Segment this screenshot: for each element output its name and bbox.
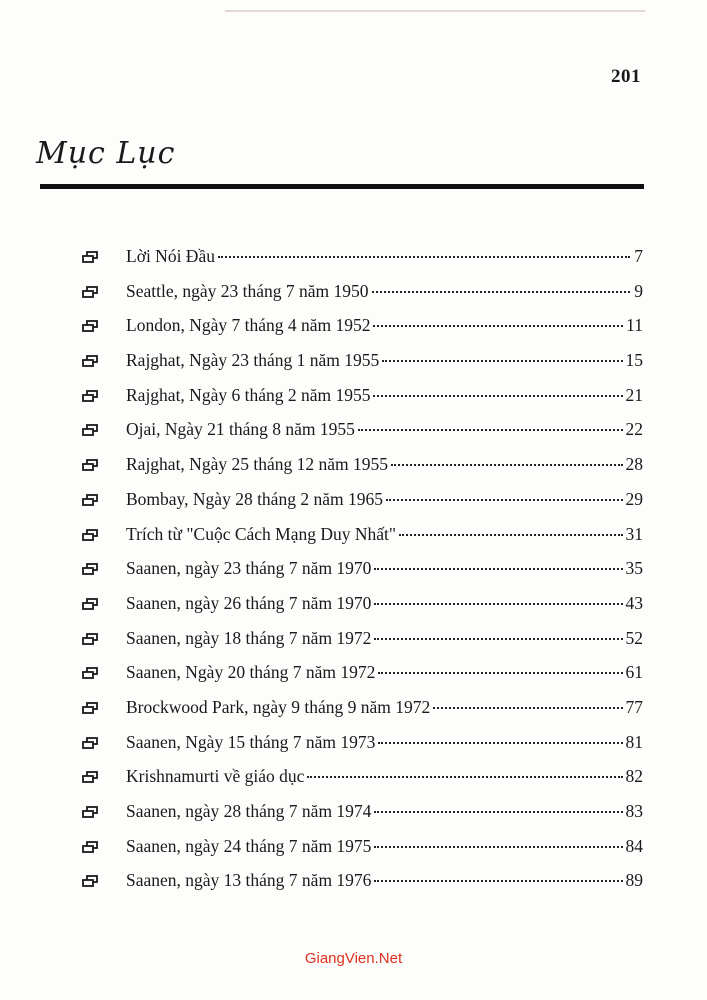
table-of-contents (82, 246, 643, 905)
overlapping-boxes-icon (82, 525, 98, 537)
toc-entry-title: Saanen, Ngày 20 tháng 7 năm 1972 (126, 662, 376, 683)
toc-dot-leader (382, 360, 622, 362)
toc-entry-page: 77 (625, 696, 643, 717)
overlapping-boxes-icon (82, 733, 98, 745)
toc-entry-title: Lời Nói Đầu (126, 246, 215, 266)
overlapping-boxes-icon (82, 420, 98, 432)
toc-entry (82, 766, 643, 801)
toc-dot-leader (374, 811, 622, 813)
toc-entry-page: 7 (634, 246, 643, 266)
toc-dot-leader (433, 707, 622, 709)
toc-entry-page: 22 (625, 419, 643, 440)
toc-entry (82, 870, 643, 905)
toc-entry-title: Brockwood Park, ngày 9 tháng 9 năm 1972 (126, 696, 431, 717)
toc-dot-leader (378, 742, 622, 744)
toc-entry (82, 558, 643, 593)
toc-entry-title: Rajghat, Ngày 6 tháng 2 năm 1955 (126, 384, 371, 405)
toc-entry-page: 61 (625, 662, 643, 683)
toc-entry-title: Saanen, ngày 13 tháng 7 năm 1976 (126, 870, 372, 891)
overlapping-boxes-icon (82, 490, 98, 502)
toc-entry (82, 697, 643, 732)
toc-entry-title: Rajghat, Ngày 25 tháng 12 năm 1955 (126, 454, 388, 475)
toc-entry-page: 84 (625, 835, 643, 856)
toc-entry (82, 419, 643, 454)
toc-entry-page: 15 (625, 350, 643, 371)
overlapping-boxes-icon (82, 559, 98, 571)
toc-entry (82, 385, 643, 420)
toc-entry-page: 28 (625, 454, 643, 475)
toc-entry (82, 350, 643, 385)
toc-entry-page: 9 (634, 280, 643, 301)
overlapping-boxes-icon (82, 455, 98, 467)
toc-entry (82, 801, 643, 836)
toc-dot-leader (386, 499, 623, 501)
toc-entry (82, 281, 643, 316)
toc-entry (82, 315, 643, 350)
toc-dot-leader (374, 638, 622, 640)
toc-entry-title: Saanen, ngày 28 tháng 7 năm 1974 (126, 801, 372, 821)
toc-dot-leader (374, 568, 622, 570)
toc-entry-page: 21 (625, 384, 643, 405)
toc-entry-title: Saanen, Ngày 15 tháng 7 năm 1973 (126, 731, 376, 752)
toc-dot-leader (373, 395, 622, 397)
toc-entry (82, 489, 643, 524)
toc-dot-leader (373, 325, 623, 327)
toc-entry-title: Saanen, ngày 23 tháng 7 năm 1970 (126, 558, 372, 579)
toc-dot-leader (378, 672, 622, 674)
toc-entry-title: Ojai, Ngày 21 tháng 8 năm 1955 (126, 419, 355, 440)
overlapping-boxes-icon (82, 767, 98, 779)
page-top-edge (225, 10, 645, 12)
overlapping-boxes-icon (82, 629, 98, 641)
overlapping-boxes-icon (82, 698, 98, 710)
overlapping-boxes-icon (82, 316, 98, 328)
overlapping-boxes-icon (82, 663, 98, 675)
overlapping-boxes-icon (82, 282, 98, 294)
page-heading: Mục Lục (36, 136, 176, 171)
toc-dot-leader (391, 464, 623, 466)
toc-entry-page: 89 (625, 870, 643, 891)
toc-entry-page: 83 (625, 801, 643, 821)
toc-entry-page: 11 (626, 315, 643, 336)
toc-dot-leader (218, 256, 630, 258)
toc-entry (82, 524, 643, 559)
toc-dot-leader (374, 603, 622, 605)
toc-entry-page: 35 (625, 558, 643, 579)
toc-entry-title: Saanen, ngày 24 tháng 7 năm 1975 (126, 835, 372, 856)
toc-entry-title: Trích từ "Cuộc Cách Mạng Duy Nhất" (126, 523, 397, 544)
toc-entry (82, 732, 643, 767)
toc-entry (82, 454, 643, 489)
toc-entry (82, 628, 643, 663)
overlapping-boxes-icon (82, 871, 98, 883)
toc-dot-leader (372, 291, 630, 293)
page-number: 201 (611, 66, 641, 87)
toc-entry (82, 593, 643, 628)
toc-dot-leader (374, 880, 622, 882)
toc-entry-title: Saanen, ngày 26 tháng 7 năm 1970 (126, 592, 372, 613)
toc-entry-page: 31 (625, 523, 643, 544)
overlapping-boxes-icon (82, 351, 98, 363)
overlapping-boxes-icon (82, 837, 98, 849)
heading-rule (40, 184, 644, 189)
toc-entry-title: Bombay, Ngày 28 tháng 2 năm 1965 (126, 488, 383, 509)
toc-dot-leader (307, 776, 622, 778)
overlapping-boxes-icon (82, 247, 98, 259)
toc-entry-title: Saanen, ngày 18 tháng 7 năm 1972 (126, 627, 372, 648)
toc-entry-title: London, Ngày 7 tháng 4 năm 1952 (126, 315, 371, 336)
overlapping-boxes-icon (82, 594, 98, 606)
toc-entry-page: 52 (625, 627, 643, 648)
toc-entry (82, 662, 643, 697)
toc-entry (82, 246, 643, 281)
toc-entry (82, 836, 643, 871)
overlapping-boxes-icon (82, 386, 98, 398)
toc-dot-leader (399, 534, 622, 536)
toc-entry-page: 43 (625, 592, 643, 613)
overlapping-boxes-icon (82, 802, 98, 814)
toc-dot-leader (374, 846, 622, 848)
toc-entry-title: Krishnamurti về giáo dục (126, 766, 305, 787)
toc-entry-page: 82 (625, 766, 643, 787)
footer-watermark: GiangVien.Net (304, 950, 403, 967)
toc-entry-page: 29 (625, 488, 643, 509)
toc-entry-title: Rajghat, Ngày 23 tháng 1 năm 1955 (126, 350, 380, 371)
toc-entry-page: 81 (625, 731, 643, 752)
toc-dot-leader (358, 429, 623, 431)
toc-entry-title: Seattle, ngày 23 tháng 7 năm 1950 (126, 280, 369, 301)
